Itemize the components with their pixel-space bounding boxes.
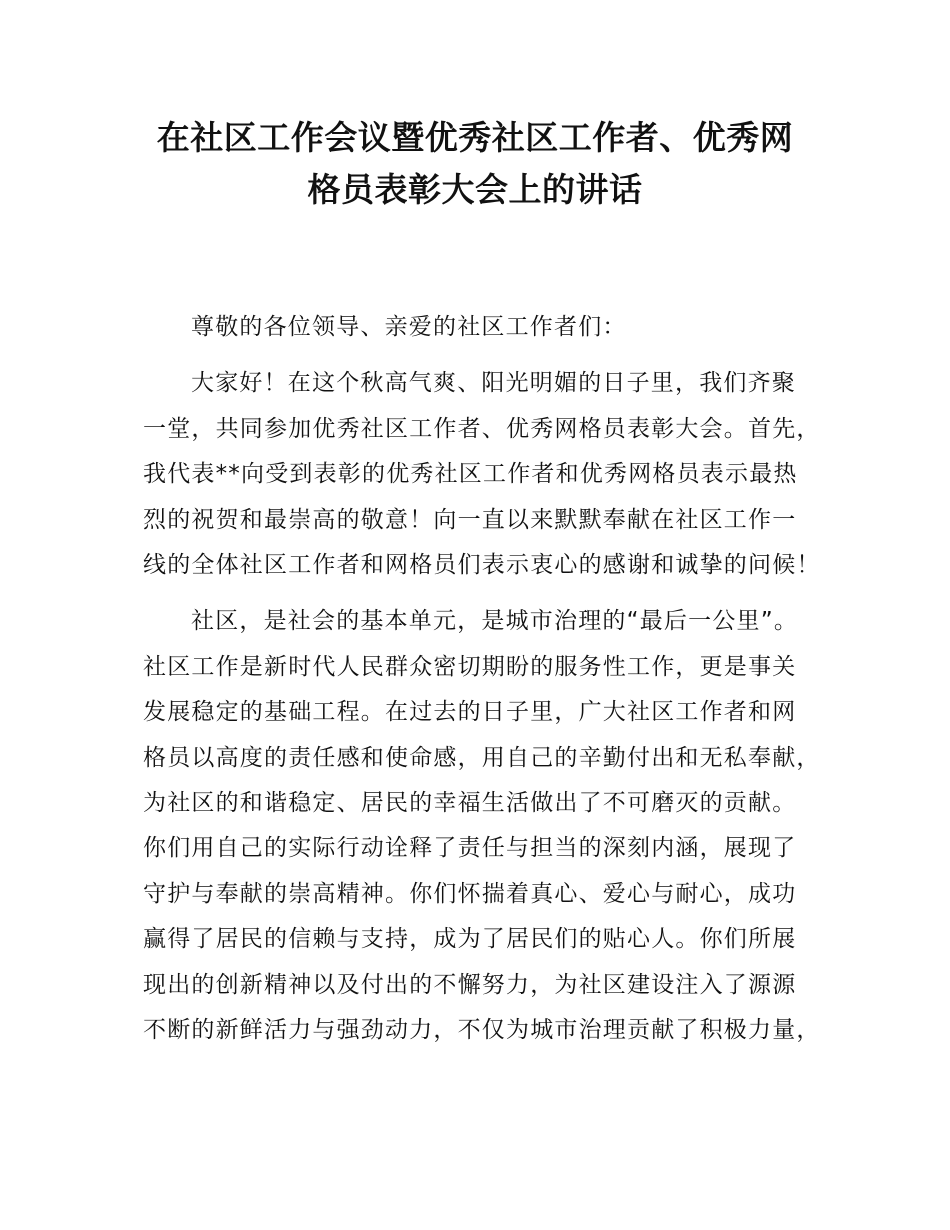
paragraph-line: 现出的创新精神以及付出的不懈努力，为社区建设注入了源源 (143, 971, 797, 998)
paragraph-line: 大家好！在这个秋高气爽、阳光明媚的日子里，我们齐聚 (191, 370, 796, 397)
paragraph-line: 不断的新鲜活力与强劲动力，不仅为城市治理贡献了积极力量， (143, 1017, 821, 1044)
paragraph-line: 你们用自己的实际行动诠释了责任与担当的深刻内涵，展现了 (143, 835, 797, 862)
document-title (100, 112, 850, 216)
paragraph-1 (143, 361, 821, 588)
paragraph-line: 为社区的和谐稳定、居民的幸福生活做出了不可磨灭的贡献。 (143, 790, 797, 817)
title-line-2: 格员表彰大会上的讲话 (307, 170, 643, 209)
paragraph-line: 赢得了居民的信赖与支持，成为了居民们的贴心人。你们所展 (143, 926, 797, 953)
paragraph-line: 我代表**向受到表彰的优秀社区工作者和优秀网格员表示最热 (143, 461, 798, 488)
paragraph-line: 守护与奉献的崇高精神。你们怀揣着真心、爱心与耐心，成功 (143, 880, 797, 907)
paragraph-line: 发展稳定的基础工程。在过去的日子里，广大社区工作者和网 (143, 699, 797, 726)
document-body (143, 305, 821, 1054)
paragraph-2 (143, 599, 821, 1053)
paragraph-line: 线的全体社区工作者和网格员们表示衷心的感谢和诚挚的问候！ (143, 552, 821, 579)
title-line-1: 在社区工作会议暨优秀社区工作者、优秀网 (156, 118, 794, 157)
paragraph-line: 社区工作是新时代人民群众密切期盼的服务性工作，更是事关 (143, 653, 797, 680)
paragraph-line: 烈的祝贺和最崇高的敬意！向一直以来默默奉献在社区工作一 (143, 506, 797, 533)
paragraph-line: 社区，是社会的基本单元，是城市治理的“最后一公里”。 (191, 608, 799, 635)
paragraph-line: 一堂，共同参加优秀社区工作者、优秀网格员表彰大会。首先， (143, 415, 821, 442)
paragraph-line: 格员以高度的责任感和使命感，用自己的辛勤付出和无私奉献， (143, 744, 821, 771)
salutation-text: 尊敬的各位领导、亲爱的社区工作者们： (191, 314, 627, 340)
salutation (143, 305, 813, 350)
